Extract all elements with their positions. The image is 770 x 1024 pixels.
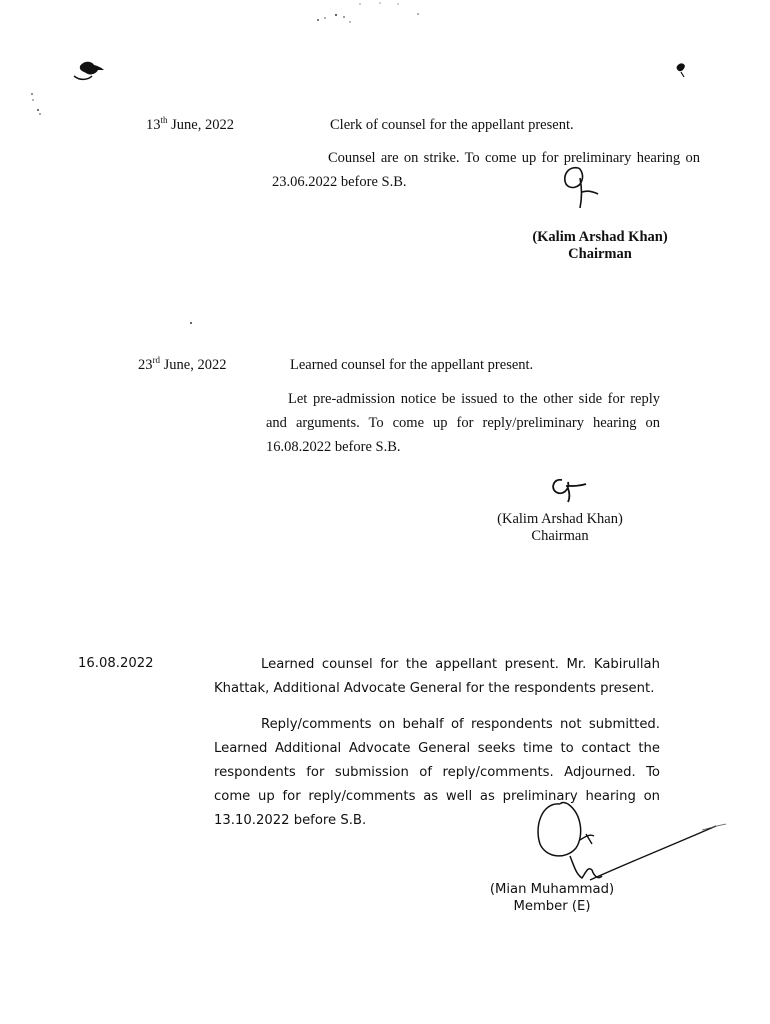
signatory-title: Chairman (568, 246, 632, 262)
margin-specks (28, 90, 48, 130)
entry-3-order-text: Reply/comments on behalf of respondents not submitted. Learned Additional Advocate General seeks time to contact the respondents for submission of reply/comments. Adjourned. To come up for reply/comments as well as preliminary hearing on 13.10.2022 before S.B. (214, 717, 660, 828)
entry-3-signatory (452, 881, 652, 915)
entry-2-date: 23rd June, 2022 (138, 355, 227, 373)
entry-3-date: 16.08.2022 (78, 656, 154, 671)
signatory-title: Member (E) (513, 899, 591, 914)
signature-entry-2 (548, 474, 592, 504)
signature-entry-1 (558, 162, 608, 210)
signatory-name: (Kalim Arshad Khan) (497, 511, 623, 527)
scan-artifact-top (300, 0, 460, 30)
entry-1-signatory (500, 229, 700, 263)
entry-2-signatory (460, 511, 660, 545)
entry-1-attendance: Clerk of counsel for the appellant present. (330, 117, 574, 133)
ink-blot-top-left (72, 56, 112, 86)
signatory-name: (Mian Muhammad) (489, 882, 615, 897)
entry-2-order-text: Let pre-admission notice be issued to the other side for reply and arguments. To come up for reply/preliminary hearing on 16.08.2022 before S.B. (266, 391, 660, 455)
signatory-title: Chairman (531, 528, 589, 544)
entry-3-attendance: Learned counsel for the appellant present. Mr. Kabirullah Khattak, Additional Advocate General for the respondents present. (214, 657, 660, 696)
entry-2-attendance: Learned counsel for the appellant present. (290, 357, 534, 373)
scan-speck (188, 320, 194, 326)
entry-1-date: 13th June, 2022 (146, 115, 234, 133)
signatory-name: (Kalim Arshad Khan) (532, 229, 668, 245)
ink-blot-top-right (674, 60, 690, 80)
entry-1-order-text: Counsel are on strike. To come up for preliminary hearing on 23.06.2022 before S.B. (272, 150, 700, 190)
